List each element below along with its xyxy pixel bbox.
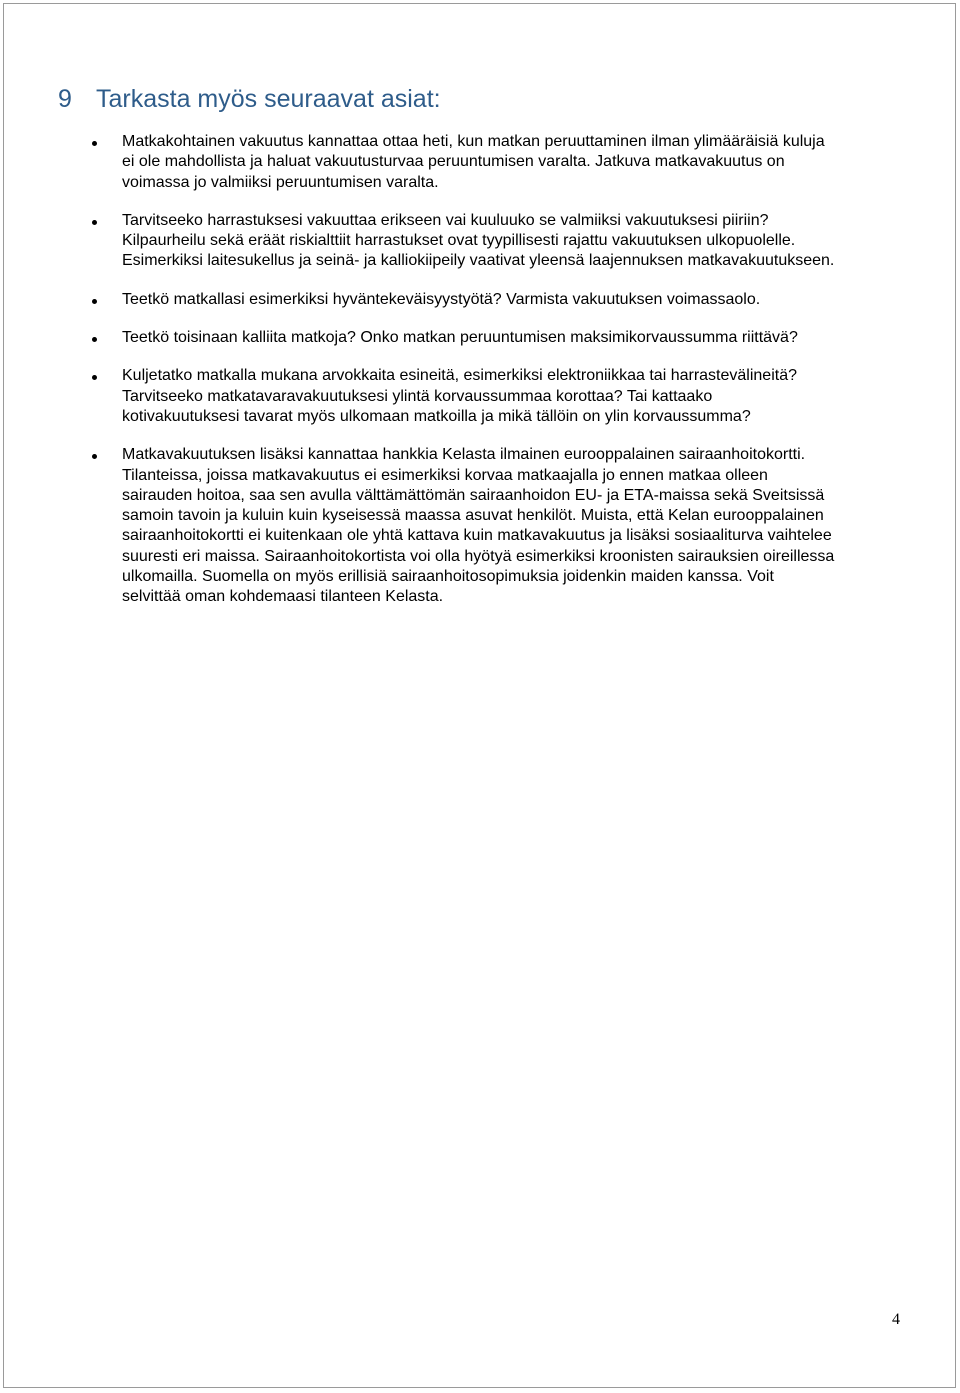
list-item-line: Matkavakuutuksen lisäksi kannattaa hankkia Kelasta ilmainen eurooppalainen sairaanhoitokortti. xyxy=(122,446,806,464)
list-item-line: Tilanteissa, joissa matkavakuutus ei esimerkiksi korvaa matkaajalla jo ennen matkaa olleen xyxy=(122,466,768,484)
section-title: Tarkasta myös seuraavat asiat: xyxy=(96,85,441,113)
list-item-line: selvittää oman kohdemaasi tilanteen Kelasta. xyxy=(122,588,444,606)
list-item-line: Tarvitseeko harrastuksesi vakuuttaa erikseen vai kuuluuko se valmiiksi vakuutuksesi piiriin? xyxy=(122,211,769,229)
list-item-line: kotivakuutuksesi tavarat myös ulkomaan matkoilla ja mikä tällöin on ylin korvaussumma? xyxy=(122,407,751,425)
bullet-icon xyxy=(92,220,97,225)
list-item-line: Teetkö toisinaan kalliita matkoja? Onko matkan peruuntumisen maksimikorvaussumma riittävä? xyxy=(122,329,798,347)
checklist xyxy=(0,132,960,626)
list-item-line: sairaanhoitokortti ei kuitenkaan ole yhtä kattava kuin matkavakuutus ja lisäksi sosiaaliturva vaihtelee xyxy=(122,527,832,545)
list-item-line: suuresti eri maissa. Sairaanhoitokortista voi olla hyötyä esimerkiksi kroonisten sairauksien oireillessa xyxy=(122,547,835,565)
list-item-line: Teetkö matkallasi esimerkiksi hyväntekeväisyystyötä? Varmista vakuutuksen voimassaolo. xyxy=(122,290,761,308)
list-item-line: sairauden hoitoa, saa sen avulla välttämättömän sairaanhoidon EU- ja ETA-maissa sekä Sveitsissä xyxy=(122,486,825,504)
list-item xyxy=(0,445,922,607)
list-item xyxy=(0,132,922,193)
section-number: 9 xyxy=(58,85,72,113)
bullet-icon xyxy=(92,299,97,304)
list-item-line: Matkakohtainen vakuutus kannattaa ottaa heti, kun matkan peruuttaminen ilman ylimääräisiä kuluja xyxy=(122,133,825,150)
list-item-line: ulkomailla. Suomella on myös erillisiä sairaanhoitosopimuksia joidenkin maiden kanssa. Voit xyxy=(122,568,774,586)
list-item-line: Tarvitseeko matkatavaravakuutuksesi ylintä korvaussummaa korottaa? Tai kattaako xyxy=(122,387,713,405)
section-heading xyxy=(58,84,441,114)
list-item-line: Esimerkiksi laitesukellus ja seinä- ja kalliokiipeily vaativat yleensä laajennuksen matkavakuutukseen. xyxy=(122,252,835,270)
list-item xyxy=(0,290,922,310)
list-item xyxy=(0,366,922,427)
list-item-line: Kuljetatko matkalla mukana arvokkaita esineitä, esimerkiksi elektroniikkaa tai harrastevälineitä? xyxy=(122,367,797,385)
bullet-icon xyxy=(92,337,97,342)
list-item xyxy=(0,328,922,348)
list-item-line: ei ole mahdollista ja haluat vakuutusturvaa peruuntumisen varalta. Jatkuva matkavakuutus on xyxy=(122,153,785,171)
list-item-line: samoin tavoin ja kuluin kuin kyseisessä maassa asuvat henkilöt. Muista, että Kelan eurooppalainen xyxy=(122,507,824,525)
list-item-line: Kilpaurheilu sekä eräät riskialttiit harrastukset ovat tyypillisesti rajattu vakuutuksen ulkopuolelle. xyxy=(122,232,796,250)
list-item xyxy=(0,211,922,272)
bullet-icon xyxy=(92,375,97,380)
bullet-icon xyxy=(92,454,97,459)
list-item-line: voimassa jo valmiiksi peruuntumisen varalta. xyxy=(122,173,439,191)
page-number: 4 xyxy=(892,1311,900,1328)
bullet-icon xyxy=(92,141,97,146)
